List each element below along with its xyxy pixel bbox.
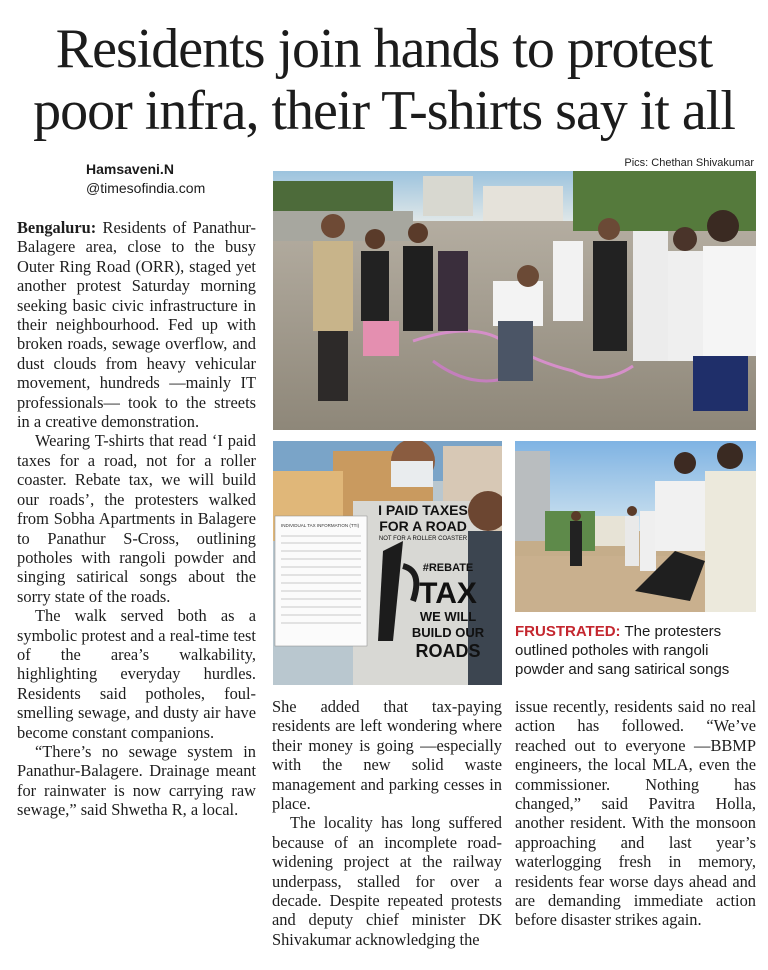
- protest-photo-main: [273, 171, 756, 430]
- tshirt-tag: #REBATE: [422, 562, 474, 574]
- tshirt-line-6: ROADS: [415, 641, 481, 661]
- paragraph: The walk served both as a symbolic protest and a real-time test of the area’s walkability, highlighting everyday hurdles. Residents said potholes, foul-smelling sewage, and dusty air have become constant companions.: [17, 606, 256, 742]
- paragraph: [17, 218, 256, 431]
- paragraph: “There’s no sewage system in Panathur-Balagere. Drainage meant for rainwater is now carrying raw sewage,” said Shwetha R, a local.: [17, 741, 256, 820]
- paper-header: INDIVIDUAL TAX INFORMATION (TTI): [281, 523, 360, 528]
- paragraph-text: Residents of Panathur-Balagere area, close to the busy Outer Ring Road (ORR), staged yet another protest Saturday morning seeking basic civic infrastructure in their neighbourhood. Fed up with broken roads, sewage overflow, and dust clouds from heavy vehicular movement, hundreds —mainly IT professionals— took to the streets in a creative demonstration.: [17, 218, 256, 432]
- protest-photo-road: [515, 441, 756, 612]
- tshirt-photo: [273, 441, 502, 685]
- paragraph: The locality has long suffered because of an incomplete road-widening project at the railway underpass, stalled for over a decade. Despite repeated protests and deputy chief minister DK Shivakumar acknowledging the: [272, 813, 502, 949]
- article-column-2: [272, 697, 502, 949]
- headline-line-2: poor infra, their T-shirts say it all: [33, 80, 735, 142]
- photo-credit: Pics: Chethan Shivakumar: [624, 157, 754, 169]
- tshirt-line-3: NOT FOR A ROLLER COASTER: [378, 536, 468, 542]
- paragraph: issue recently, residents said no real action has followed. “We’ve reached out to everyone —BBMP engineers, the local MLA, even the commissioner. Nothing has changed,” said Pavitra Holla, another resident. With the monsoon approaching and last year’s waterlogging fresh in memory, residents fear worse days ahead and are demanding immediate action before disaster strikes again.: [515, 697, 756, 930]
- author-name: Hamsaveni.N: [86, 161, 174, 177]
- headline-line-1: Residents join hands to protest: [55, 18, 713, 80]
- tshirt-big: TAX: [419, 577, 477, 610]
- paragraph: Wearing T-shirts that read ‘I paid taxes for a road, not for a roller coaster. Rebate tax, we will build our roads’, the protesters walked from Sobha Apartments in Balagere to Panathur S-Cross, outlining potholes with rangoli powder and singing satirical songs about the sorry state of the roads.: [17, 431, 256, 606]
- photo-caption: [515, 622, 755, 679]
- dateline: Bengaluru:: [17, 218, 97, 237]
- byline: [86, 160, 205, 198]
- paragraph: She added that tax-paying residents are left wondering where their money is going —especially with the new solid waste management and parking cesses in place.: [272, 697, 502, 814]
- tshirt-line-1: I PAID TAXES: [378, 502, 468, 518]
- article-column-1: [17, 218, 256, 820]
- caption-text: The protesters outlined potholes with rangoli powder and sang satirical songs: [515, 623, 730, 678]
- tshirt-line-5: BUILD OUR: [411, 625, 485, 640]
- author-handle: @timesofindia.com: [86, 180, 206, 196]
- headline: [0, 18, 768, 142]
- tshirt-line-4: WE WILL: [419, 609, 477, 624]
- tshirt-line-2: FOR A ROAD: [379, 518, 467, 534]
- caption-lead: FRUSTRATED:: [515, 623, 621, 640]
- article-column-3: [515, 697, 756, 930]
